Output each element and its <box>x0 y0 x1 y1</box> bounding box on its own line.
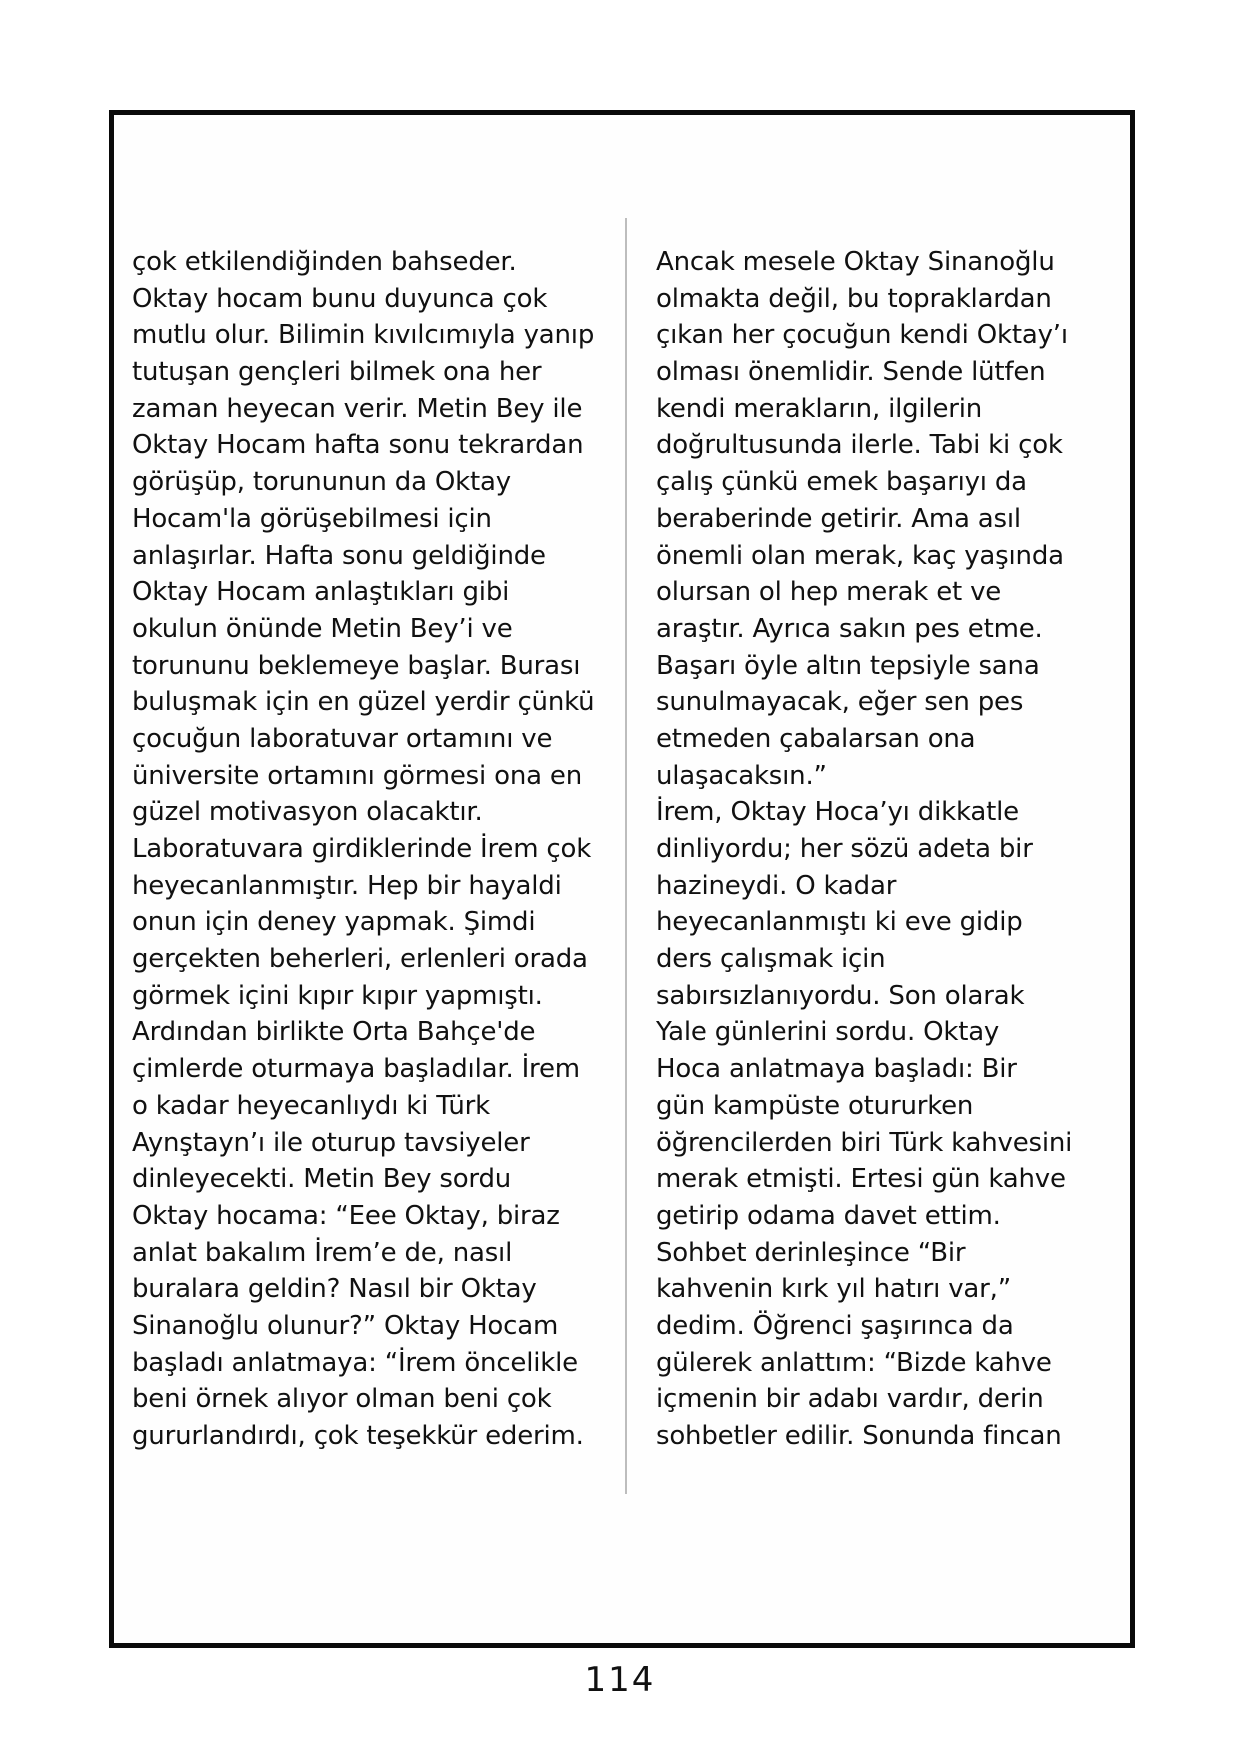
text-line: buralara geldin? Nasıl bir Oktay <box>132 1274 537 1305</box>
text-line: getirip odama davet ettim. <box>656 1200 1001 1231</box>
text-line: dedim. Öğrenci şaşırınca da <box>656 1310 1014 1341</box>
text-line: hazineydi. O kadar <box>656 870 897 901</box>
text-line: merak etmişti. Ertesi gün kahve <box>656 1164 1066 1195</box>
text-line: güzel motivasyon olacaktır. <box>132 797 483 828</box>
text-line: beraberinde getirir. Ama asıl <box>656 503 1021 534</box>
text-line: ulaşacaksın.” <box>656 760 827 791</box>
text-line: heyecanlanmıştı ki eve gidip <box>656 907 1023 938</box>
text-line: onun için deney yapmak. Şimdi <box>132 907 536 938</box>
text-line: Oktay Hocam hafta sonu tekrardan <box>132 430 584 461</box>
text-line: olması önemlidir. Sende lütfen <box>656 357 1046 388</box>
text-line: Ardından birlikte Orta Bahçe'de <box>132 1017 536 1048</box>
column-divider <box>625 218 627 1494</box>
text-line: üniversite ortamını görmesi ona en <box>132 760 582 791</box>
text-line: dinleyecekti. Metin Bey sordu <box>132 1164 512 1195</box>
text-line: Hoca anlatmaya başladı: Bir <box>656 1054 1017 1085</box>
page-number: 114 <box>584 1660 656 1700</box>
text-line: Laboratuvara girdiklerinde İrem çok <box>132 834 592 864</box>
text-line: olursan ol hep merak et ve <box>656 577 1002 608</box>
text-line: içmenin bir adabı vardır, derin <box>656 1384 1044 1415</box>
text-line: mutlu olur. Bilimin kıvılcımıyla yanıp <box>132 320 595 351</box>
text-line: araştır. Ayrıca sakın pes etme. <box>656 613 1043 644</box>
text-line: okulun önünde Metin Bey’i ve <box>132 613 513 644</box>
text-line: olmakta değil, bu topraklardan <box>656 283 1052 314</box>
text-line: öğrencilerden biri Türk kahvesini <box>656 1127 1073 1158</box>
text-line: çimlerde oturmaya başladılar. İrem <box>132 1054 580 1085</box>
text-line: gerçekten beherleri, erlenleri orada <box>132 944 588 975</box>
text-line: Sinanoğlu olunur?” Oktay Hocam <box>132 1310 559 1341</box>
text-line: kendi merakların, ilgilerin <box>656 393 983 424</box>
text-line: anlaşırlar. Hafta sonu geldiğinde <box>132 540 546 571</box>
text-line: Aynştayn’ı ile oturup tavsiyeler <box>132 1127 530 1158</box>
text-line: çocuğun laboratuvar ortamını ve <box>132 723 553 754</box>
text-line: gün kampüste otururken <box>656 1090 974 1121</box>
text-line: tutuşan gençleri bilmek ona her <box>132 357 542 388</box>
text-line: Sohbet derinleşince “Bir <box>656 1237 966 1268</box>
text-line: çalış çünkü emek başarıyı da <box>656 467 1027 498</box>
text-line: o kadar heyecanlıydı ki Türk <box>132 1090 490 1121</box>
text-line: sunulmayacak, eğer sen pes <box>656 687 1024 718</box>
text-line: anlat bakalım İrem’e de, nasıl <box>132 1237 513 1268</box>
text-line: Oktay hocam bunu duyunca çok <box>132 283 548 314</box>
text-line: sohbetler edilir. Sonunda fincan <box>656 1421 1062 1451</box>
text-line: Oktay Hocam anlaştıkları gibi <box>132 577 510 608</box>
text-line: görüşüp, torununun da Oktay <box>132 467 511 498</box>
text-line: etmeden çabalarsan ona <box>656 723 976 754</box>
text-line: görmek içini kıpır kıpır yapmıştı. <box>132 980 543 1011</box>
text-line: ders çalışmak için <box>656 944 886 975</box>
text-line: sabırsızlanıyordu. Son olarak <box>656 980 1025 1011</box>
text-line: Hocam'la görüşebilmesi için <box>132 503 492 534</box>
text-line: Ancak mesele Oktay Sinanoğlu <box>656 247 1055 277</box>
text-line: heyecanlanmıştır. Hep bir hayaldi <box>132 870 562 901</box>
text-line: doğrultusunda ilerle. Tabi ki çok <box>656 430 1063 461</box>
text-line: Yale günlerini sordu. Oktay <box>656 1017 1000 1048</box>
text-line: zaman heyecan verir. Metin Bey ile <box>132 393 583 424</box>
text-line: torununu beklemeye başlar. Burası <box>132 650 581 681</box>
text-line: Oktay hocama: “Eee Oktay, biraz <box>132 1200 560 1231</box>
text-line: Başarı öyle altın tepsiyle sana <box>656 650 1040 681</box>
text-line: gururlandırdı, çok teşekkür ederim. <box>132 1421 584 1451</box>
text-line: çıkan her çocuğun kendi Oktay’ı <box>656 320 1068 351</box>
left-column <box>132 244 612 1455</box>
text-line: çok etkilendiğinden bahseder. <box>132 247 517 277</box>
text-line: önemli olan merak, kaç yaşında <box>656 540 1064 571</box>
right-column <box>656 244 1116 1455</box>
text-line: İrem, Oktay Hoca’yı dikkatle <box>656 797 1019 828</box>
text-line: gülerek anlattım: “Bizde kahve <box>656 1347 1052 1378</box>
text-line: beni örnek alıyor olman beni çok <box>132 1384 552 1415</box>
text-line: başladı anlatmaya: “İrem öncelikle <box>132 1347 578 1378</box>
text-line: dinliyordu; her sözü adeta bir <box>656 834 1033 864</box>
text-line: buluşmak için en güzel yerdir çünkü <box>132 687 595 718</box>
text-line: kahvenin kırk yıl hatırı var,” <box>656 1274 1011 1305</box>
